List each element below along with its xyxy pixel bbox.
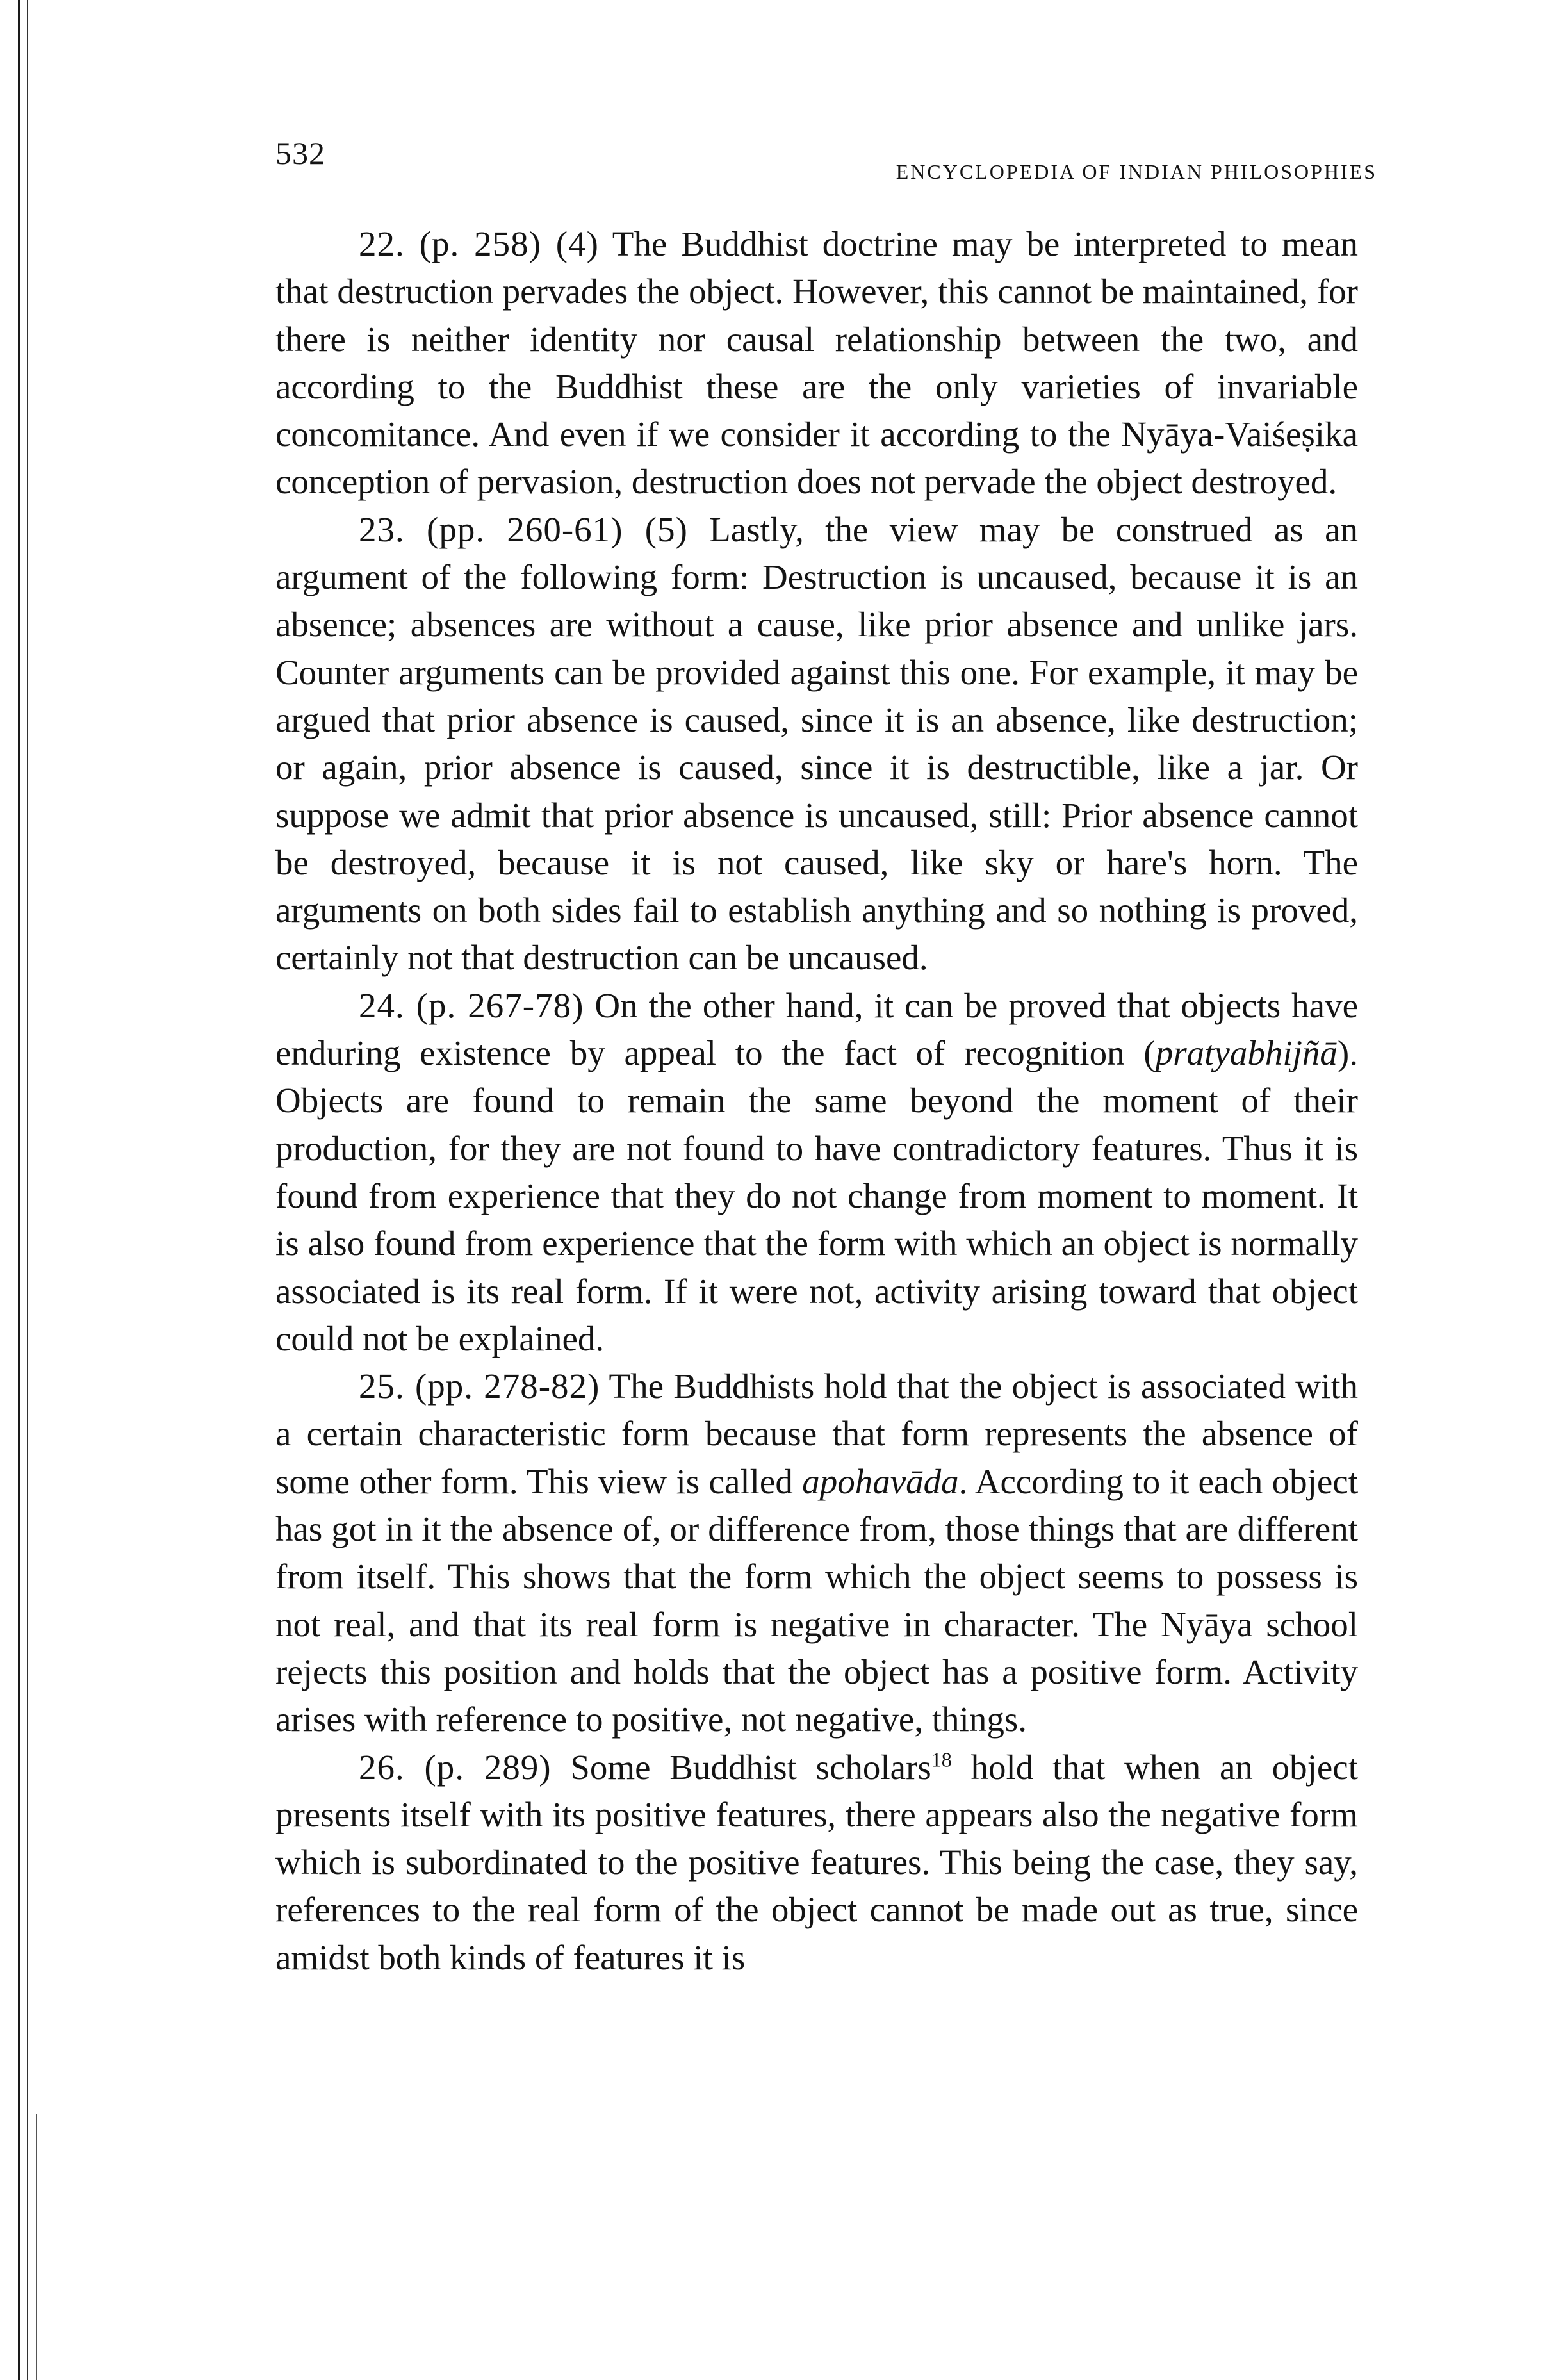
- paragraph-reference: 24. (p. 267-78): [359, 985, 584, 1025]
- paragraph-text: hold that when an object presents itself with its positive features, there appears also the negative form which is subordinated to the positive features. This being the case, they say, references to the real form of the object cannot be made out as true, since amidst both kinds of features it is: [275, 1747, 1358, 1977]
- paragraph-23: [275, 506, 1358, 982]
- paragraph-25: [275, 1363, 1358, 1743]
- paragraph-reference: 23. (pp. 260-61) (5): [359, 509, 688, 549]
- running-head: [275, 128, 1377, 199]
- footnote-marker: 18: [931, 1748, 952, 1771]
- paragraph-text: The Buddhist doctrine may be interpreted to mean that destruction pervades the object. However, this cannot be maintained, for there is neither identity nor causal relationship between the two, and according to the Buddhist these are the only varieties of invariable concomitance. And even if we consider it according to the Nyāya-Vaiśeṣika conception of pervasion, destruction does not pervade the object destroyed.: [275, 224, 1359, 502]
- paragraph-text: ). Objects are found to remain the same beyond the moment of their production, for they are not found to have contradictory features. Thus it is found from experience that they do not change from moment to moment. It is also found from experience that the form with which an object is normally associated is its real form. If it were not, activity arising toward that object could not be explained.: [275, 1033, 1358, 1358]
- paragraph-26: [275, 1744, 1358, 1982]
- paragraph-text: The Buddhists hold that the object is associated with a certain characteristic form because that form represents the absence of some other form. This view is called: [275, 1366, 1358, 1501]
- paragraph-text: Lastly, the view may be construed as an argument of the following form: Destruction is uncaused, because it is an absence; absences are without a cause, like prior absence and unlike jars. Counter arguments can be provided against this one. For example, it may be argued that prior absence is caused, since it is an absence, like destruction; or again, prior absence is caused, since it is destructible, like a jar. Or suppose we admit that prior absence is uncaused, still: Prior absence cannot be destroyed, because it is not caused, like sky or hare's horn. The arguments on both sides fail to establish anything and so nothing is proved, certainly not that destruction can be uncaused.: [275, 509, 1358, 978]
- paragraph-text: Some Buddhist scholars: [551, 1747, 931, 1787]
- binding-edge-line: [18, 0, 20, 2380]
- paragraph-22: [275, 220, 1358, 506]
- binding-edge-line: [27, 0, 28, 2380]
- paragraph-24: [275, 982, 1358, 1363]
- body-text: [275, 220, 1358, 1982]
- page-number: 532: [275, 135, 325, 171]
- paragraph-text: . According to it each object has got in it the absence of, or difference from, those things that are different from itself. This shows that the form which the object seems to possess is not real, and that its real form is negative in character. The Nyāya school rejects this position and holds that the object has a positive form. Activity arises with reference to positive, not negative, things.: [275, 1461, 1358, 1739]
- binding-edge-line: [36, 2114, 37, 2380]
- sanskrit-term: apohavāda: [802, 1461, 959, 1501]
- running-title: ENCYCLOPEDIA OF INDIAN PHILOSOPHIES: [896, 160, 1377, 183]
- paragraph-text: On the other hand, it can be proved that objects have enduring existence by appeal to the fact of recognition (: [275, 985, 1358, 1073]
- paragraph-reference: 26. (p. 289): [359, 1747, 552, 1787]
- paragraph-reference: 25. (pp. 278-82): [359, 1366, 600, 1406]
- sanskrit-term: pratyabhijñā: [1155, 1033, 1338, 1073]
- page: [275, 128, 1377, 1982]
- paragraph-reference: 22. (p. 258) (4): [359, 224, 599, 263]
